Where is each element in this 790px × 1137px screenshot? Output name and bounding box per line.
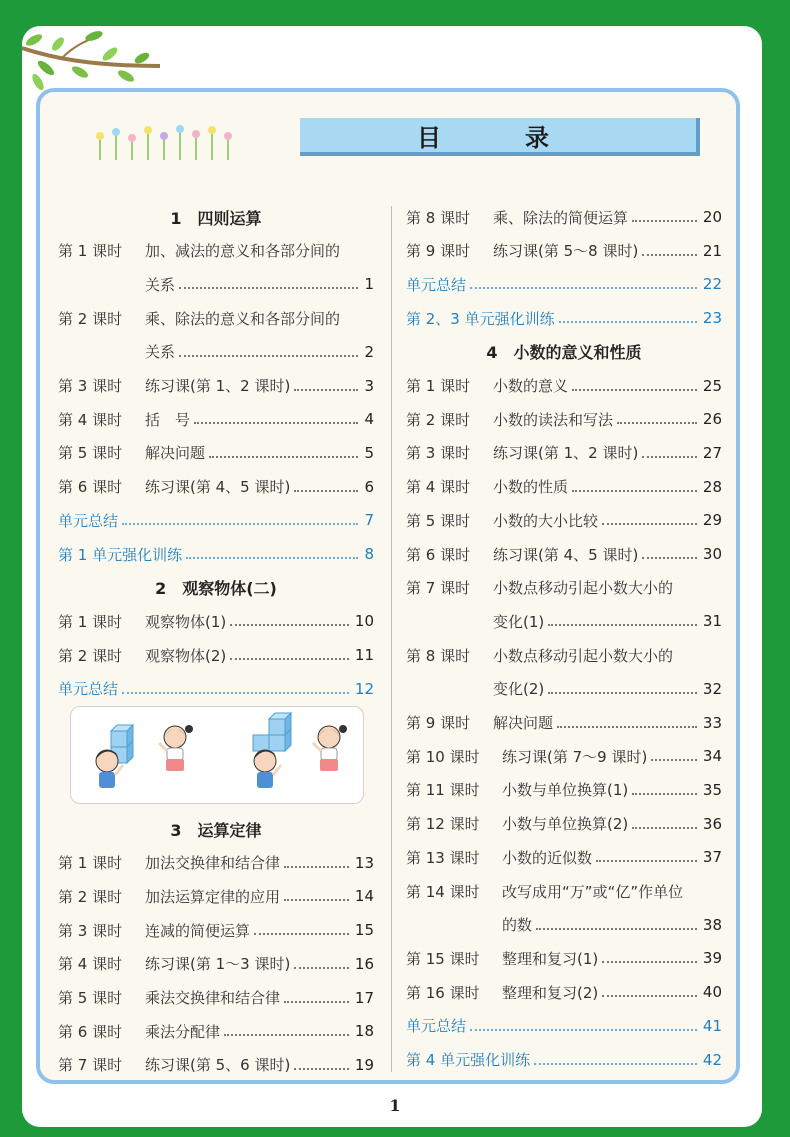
toc-unit-entry[interactable] — [58, 505, 374, 535]
page-ref: 6 — [364, 477, 374, 496]
toc-unit-entry[interactable] — [58, 539, 374, 569]
toc-entry[interactable] — [406, 438, 722, 468]
dot-leader — [572, 389, 697, 391]
lesson-label: 第 3 课时 — [58, 921, 123, 940]
page-ref: 15 — [354, 921, 374, 940]
toc-entry[interactable] — [406, 910, 722, 940]
lesson-label: 第 1 课时 — [58, 854, 123, 873]
dot-leader — [632, 827, 697, 829]
unit-title: 第 2、3 单元强化训练 — [406, 309, 555, 328]
dot-leader — [294, 1068, 349, 1070]
toc-title: 目 录 — [300, 118, 700, 156]
lesson-label: 第 4 课时 — [58, 410, 123, 429]
dot-leader — [284, 899, 349, 901]
toc-entry[interactable] — [58, 472, 374, 502]
dot-leader — [224, 1034, 349, 1036]
lesson-title: 小数的大小比较 — [493, 511, 599, 530]
page-ref: 3 — [364, 376, 374, 395]
page-ref: 28 — [702, 477, 722, 496]
lesson-label: 第 14 课时 — [406, 882, 480, 901]
dot-leader — [536, 928, 697, 930]
page-ref: 26 — [702, 410, 722, 429]
dot-leader — [632, 793, 697, 795]
page-ref: 23 — [702, 309, 722, 328]
lesson-label: 第 7 课时 — [58, 1056, 123, 1075]
page-ref: 39 — [702, 949, 722, 968]
boy-icon — [254, 750, 281, 788]
lesson-label: 第 2 课时 — [406, 410, 471, 429]
page-ref: 31 — [702, 612, 722, 631]
lesson-title: 整理和复习(1) — [502, 949, 599, 968]
toc-entry[interactable] — [58, 949, 374, 979]
lesson-title: 乘法交换律和结合律 — [145, 989, 281, 1007]
dot-leader — [122, 692, 349, 694]
lesson-label: 第 13 课时 — [406, 848, 480, 867]
column-divider — [391, 206, 392, 1072]
lesson-label: 第 16 课时 — [406, 983, 480, 1002]
tree-branch-decoration — [22, 28, 162, 92]
dot-leader — [230, 658, 349, 660]
lesson-title: 乘法分配律 — [145, 1022, 221, 1041]
lesson-title: 乘、除法的简便运算 — [493, 208, 629, 227]
lesson-title: 练习课(第 1、2 课时) — [145, 377, 291, 395]
lesson-title: 括 号 — [145, 410, 191, 429]
page-ref: 34 — [702, 747, 722, 766]
lesson-title: 解决问题 — [145, 444, 206, 463]
lesson-label: 第 6 课时 — [58, 478, 123, 497]
dot-leader — [179, 355, 358, 357]
lesson-title: 小数与单位换算(1) — [502, 781, 629, 800]
lesson-label: 第 1 课时 — [58, 612, 123, 631]
toc-entry[interactable] — [406, 943, 722, 973]
lesson-label: 第 4 课时 — [58, 955, 123, 974]
toc-unit-entry[interactable] — [58, 674, 374, 704]
toc-entry[interactable] — [406, 472, 722, 502]
toc-entry[interactable] — [58, 236, 374, 266]
dot-leader — [209, 456, 358, 458]
unit-title: 单元总结 — [406, 275, 467, 294]
page-ref: 8 — [364, 545, 374, 563]
dot-leader — [557, 726, 697, 728]
page-ref: 32 — [702, 679, 722, 698]
toc-unit-entry[interactable] — [406, 1011, 722, 1041]
lesson-title: 关系 — [145, 275, 176, 294]
lesson-title: 练习课(第 5、6 课时) — [145, 1056, 291, 1075]
toc-entry[interactable] — [406, 606, 722, 636]
page-ref: 27 — [702, 443, 722, 462]
toc-entry[interactable] — [406, 505, 722, 535]
page-ref: 30 — [702, 545, 722, 563]
toc-unit-entry[interactable] — [406, 303, 722, 333]
lesson-title: 小数的性质 — [493, 478, 569, 497]
lesson-title: 连减的简便运算 — [145, 921, 251, 940]
dot-leader — [284, 866, 349, 868]
unit-title: 单元总结 — [406, 1017, 467, 1036]
toc-entry[interactable] — [58, 881, 374, 911]
unit-title: 单元总结 — [58, 680, 119, 699]
section-heading: 2 观察物体(二) — [155, 579, 277, 599]
page-ref: 18 — [354, 1022, 374, 1041]
lesson-label: 第 12 课时 — [406, 815, 480, 834]
page-ref: 33 — [702, 713, 722, 732]
lesson-title: 加法交换律和结合律 — [145, 854, 281, 873]
dot-leader — [194, 422, 358, 424]
page-ref: 12 — [354, 679, 374, 698]
page-ref: 14 — [354, 887, 374, 906]
lesson-title: 乘、除法的意义和各部分间的 — [145, 309, 341, 328]
lesson-label: 第 3 课时 — [58, 377, 123, 395]
lesson-title: 变化(2) — [493, 680, 545, 699]
toc-entry[interactable] — [406, 539, 722, 569]
toc-entry[interactable] — [406, 674, 722, 704]
toc-unit-entry[interactable] — [406, 1045, 722, 1075]
dot-leader — [602, 995, 697, 997]
page-ref: 36 — [702, 814, 722, 833]
toc-entry[interactable] — [58, 983, 374, 1013]
toc-entry[interactable] — [58, 404, 374, 434]
lesson-title: 小数的近似数 — [502, 848, 593, 867]
dot-leader — [642, 557, 697, 559]
lesson-title: 关系 — [145, 343, 176, 362]
lesson-title: 练习课(第 5～8 课时) — [493, 242, 639, 261]
lesson-label: 第 9 课时 — [406, 242, 471, 261]
page-ref: 25 — [702, 376, 722, 395]
dot-leader — [534, 1063, 697, 1065]
page-number: 1 — [389, 1096, 401, 1115]
girl-icon — [313, 725, 347, 771]
lesson-label: 第 9 课时 — [406, 714, 471, 732]
dot-leader — [559, 321, 697, 323]
lesson-label: 第 8 课时 — [406, 208, 471, 227]
page-ref: 1 — [364, 275, 374, 294]
page-ref: 35 — [702, 780, 722, 799]
unit-title: 第 1 单元强化训练 — [58, 545, 183, 564]
page-ref: 19 — [354, 1055, 374, 1074]
lesson-title: 练习课(第 4、5 课时) — [493, 545, 639, 564]
dot-leader — [186, 557, 358, 559]
dot-leader — [548, 624, 697, 626]
lesson-label: 第 1 课时 — [406, 377, 471, 395]
lesson-title: 小数点移动引起小数大小的 — [493, 579, 674, 598]
lesson-label: 第 2 课时 — [58, 646, 123, 665]
lesson-label: 第 2 课时 — [58, 887, 123, 906]
toc-entry[interactable] — [406, 236, 722, 266]
toc-entry[interactable] — [58, 438, 374, 468]
lesson-title: 小数的意义 — [493, 377, 569, 395]
dot-leader — [122, 523, 358, 525]
lesson-title: 变化(1) — [493, 612, 545, 631]
page-ref: 21 — [702, 241, 722, 260]
lesson-title: 练习课(第 1、2 课时) — [493, 444, 639, 463]
lesson-label: 第 7 课时 — [406, 579, 471, 598]
dot-leader — [617, 422, 697, 424]
observation-illustration — [70, 706, 364, 804]
dot-leader — [470, 1029, 697, 1031]
dot-leader — [651, 759, 697, 761]
toc-entry[interactable] — [406, 876, 722, 906]
page-ref: 42 — [702, 1050, 722, 1069]
dot-leader — [284, 1001, 349, 1003]
lesson-title: 小数的读法和写法 — [493, 410, 614, 429]
page-ref: 7 — [364, 511, 374, 530]
lesson-title: 练习课(第 1～3 课时) — [145, 955, 291, 974]
page-ref: 10 — [354, 612, 374, 631]
page-ref: 38 — [702, 915, 722, 934]
toc-entry[interactable] — [58, 269, 374, 299]
dot-leader — [294, 389, 358, 391]
toc-entry[interactable] — [406, 371, 722, 401]
section-heading: 3 运算定律 — [170, 820, 262, 840]
page-ref: 22 — [702, 275, 722, 294]
lesson-label: 第 1 课时 — [58, 242, 123, 261]
toc-entry[interactable] — [58, 303, 374, 333]
page-ref: 13 — [354, 853, 374, 872]
page-ref: 16 — [354, 954, 374, 973]
toc-entry[interactable] — [58, 337, 374, 367]
page-ref: 40 — [702, 983, 722, 1002]
dot-leader — [548, 692, 697, 694]
page-ref: 11 — [354, 646, 374, 665]
lesson-title: 练习课(第 7～9 课时) — [502, 747, 648, 766]
lesson-label: 第 8 课时 — [406, 646, 471, 665]
lesson-title: 改写成用“万”或“亿”作单位 — [502, 882, 684, 901]
lesson-label: 第 5 课时 — [58, 444, 123, 463]
flowers-decoration — [92, 124, 242, 162]
dot-leader — [572, 490, 697, 492]
dot-leader — [230, 624, 349, 626]
toc-entry[interactable] — [58, 640, 374, 670]
page-ref: 37 — [702, 848, 722, 867]
lesson-label: 第 10 课时 — [406, 747, 480, 766]
dot-leader — [642, 254, 697, 256]
page-ref: 4 — [364, 410, 374, 429]
lesson-label: 第 11 课时 — [406, 781, 480, 800]
dot-leader — [179, 287, 358, 289]
lesson-title: 练习课(第 4、5 课时) — [145, 478, 291, 497]
lesson-title: 整理和复习(2) — [502, 983, 599, 1002]
dot-leader — [294, 967, 349, 969]
toc-unit-entry[interactable] — [406, 269, 722, 299]
lesson-title: 小数点移动引起小数大小的 — [493, 646, 674, 665]
toc-entry[interactable] — [406, 741, 722, 771]
toc-entry[interactable] — [406, 640, 722, 670]
lesson-title: 解决问题 — [493, 714, 554, 732]
page-ref: 5 — [364, 443, 374, 462]
dot-leader — [602, 961, 697, 963]
cube-stack-icon — [253, 713, 291, 751]
dot-leader — [294, 490, 358, 492]
toc-entry[interactable] — [58, 371, 374, 401]
unit-title: 第 4 单元强化训练 — [406, 1051, 531, 1069]
toc-entry[interactable] — [406, 573, 722, 603]
dot-leader — [602, 523, 697, 525]
dot-leader — [470, 287, 697, 289]
toc-entry[interactable] — [406, 775, 722, 805]
section-heading: 1 四则运算 — [170, 208, 262, 228]
dot-leader — [642, 456, 697, 458]
toc-entry[interactable] — [58, 1016, 374, 1046]
lesson-label: 第 3 课时 — [406, 444, 471, 463]
dot-leader — [596, 860, 697, 862]
toc-entry[interactable] — [58, 606, 374, 636]
lesson-title: 的数 — [502, 916, 533, 935]
girl-icon — [159, 725, 193, 771]
page-ref: 2 — [364, 342, 374, 361]
lesson-label: 第 15 课时 — [406, 949, 480, 968]
lesson-label: 第 5 课时 — [406, 511, 471, 530]
lesson-label: 第 5 课时 — [58, 989, 123, 1007]
section-heading: 4 小数的意义和性质 — [486, 343, 642, 363]
toc-entry[interactable] — [58, 915, 374, 945]
lesson-title: 观察物体(1) — [145, 612, 227, 631]
lesson-title: 小数与单位换算(2) — [502, 815, 629, 834]
toc-entry[interactable] — [406, 202, 722, 232]
lesson-label: 第 4 课时 — [406, 478, 471, 497]
toc-entry[interactable] — [406, 809, 722, 839]
unit-title: 单元总结 — [58, 511, 119, 530]
page-ref: 17 — [354, 988, 374, 1007]
page-ref: 41 — [702, 1016, 722, 1035]
toc-entry[interactable] — [58, 1050, 374, 1080]
page-ref: 29 — [702, 511, 722, 530]
lesson-title: 观察物体(2) — [145, 646, 227, 665]
dot-leader — [632, 220, 697, 222]
lesson-label: 第 6 课时 — [58, 1022, 123, 1041]
toc-entry[interactable] — [406, 842, 722, 872]
lesson-label: 第 2 课时 — [58, 309, 123, 328]
page-ref: 20 — [702, 208, 722, 226]
toc-entry[interactable] — [406, 708, 722, 738]
toc-entry[interactable] — [406, 404, 722, 434]
toc-entry[interactable] — [58, 848, 374, 878]
lesson-title: 加法运算定律的应用 — [145, 887, 281, 906]
lesson-title: 加、减法的意义和各部分间的 — [145, 242, 341, 261]
lesson-label: 第 6 课时 — [406, 545, 471, 564]
toc-entry[interactable] — [406, 977, 722, 1007]
dot-leader — [254, 933, 349, 935]
